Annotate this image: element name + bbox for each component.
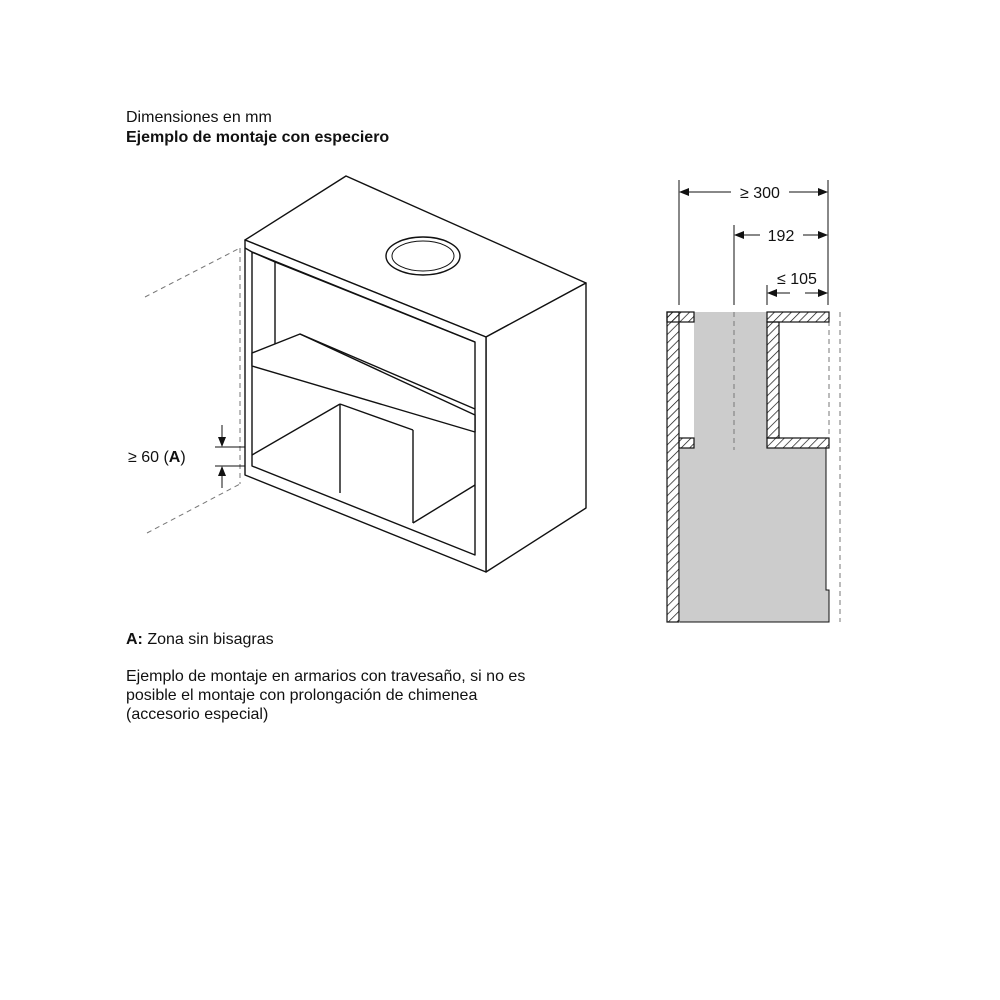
description-line: posible el montaje con prolongación de chimenea bbox=[126, 687, 478, 704]
right-top-lip bbox=[767, 312, 829, 322]
dim-min-overall: ≥ 300 bbox=[740, 185, 780, 202]
left-lower-lip bbox=[679, 438, 694, 448]
notes-block bbox=[126, 630, 596, 724]
left-top-lip bbox=[667, 312, 694, 322]
description-line: (accesorio especial) bbox=[126, 706, 269, 723]
hinge-gap-letter: A bbox=[168, 449, 181, 466]
left-wall bbox=[667, 312, 679, 622]
units-label: Dimensiones en mm bbox=[126, 109, 272, 126]
hinge-zone-guides bbox=[145, 248, 240, 533]
dim-max-depth: ≤ 105 bbox=[777, 271, 817, 288]
legend-key: A: bbox=[126, 631, 143, 648]
dim-center-offset: 192 bbox=[767, 228, 795, 245]
description-line: Ejemplo de montaje en armarios con travesaño, si no es bbox=[126, 668, 526, 685]
right-vertical bbox=[767, 322, 779, 438]
legend-text: Zona sin bisagras bbox=[147, 631, 274, 648]
right-bottom-lip bbox=[767, 438, 829, 448]
description bbox=[126, 667, 596, 724]
diagram-title: Ejemplo de montaje con especiero bbox=[126, 129, 390, 146]
duct-hole bbox=[386, 237, 460, 275]
cabinet-isometric bbox=[145, 176, 586, 572]
hinge-gap-label: ≥ 60 (A) bbox=[128, 449, 186, 466]
legend-entry bbox=[126, 630, 596, 649]
section-view bbox=[667, 312, 840, 622]
hood-body bbox=[680, 312, 829, 622]
